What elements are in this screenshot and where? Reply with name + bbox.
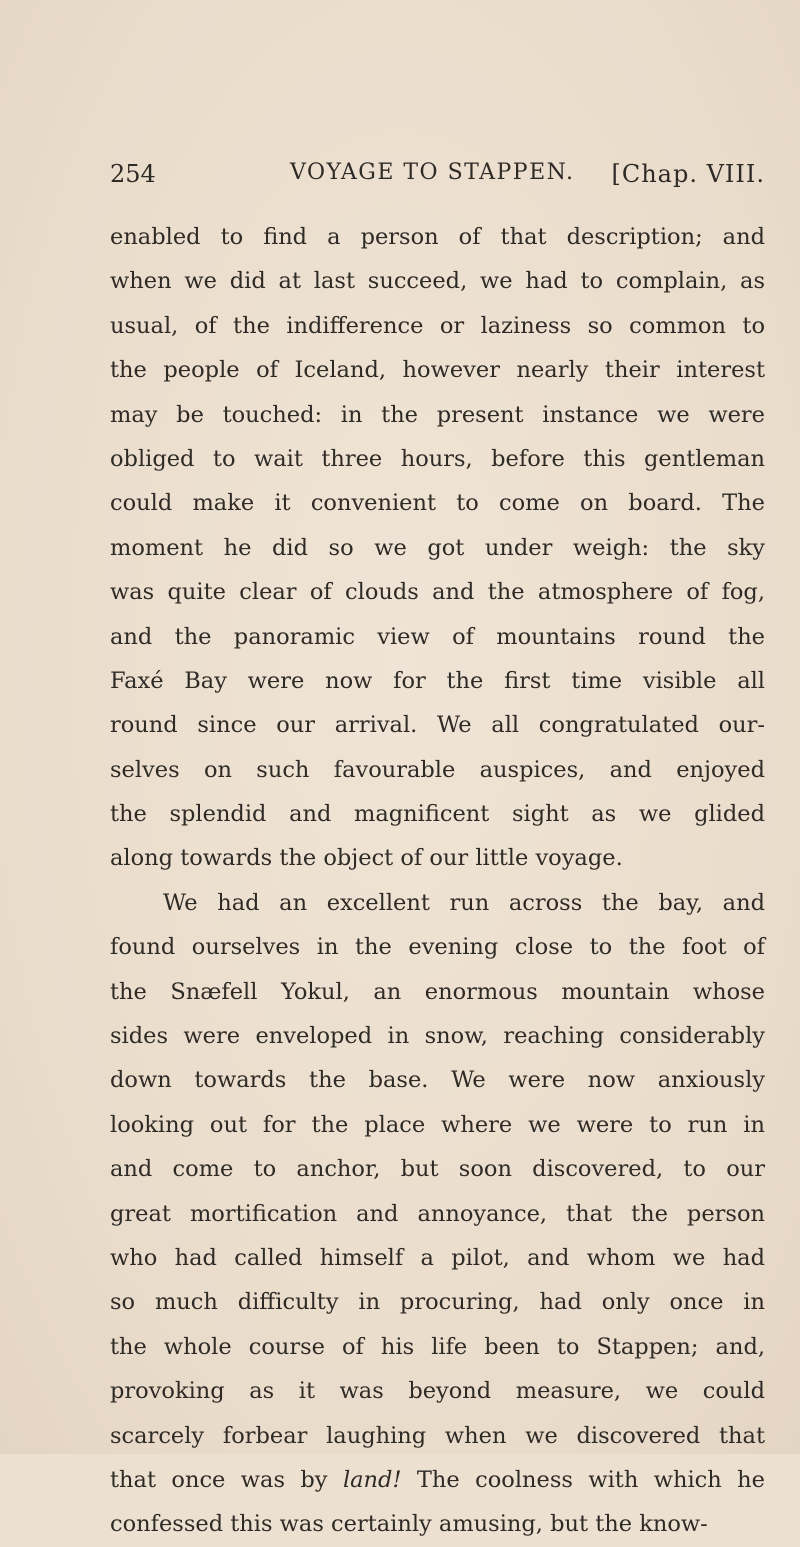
text-line: the Snæfell Yokul, an enormous mountain whose (110, 978, 765, 1005)
text-line: who had called himself a pilot, and whom we had (110, 1244, 765, 1271)
text-line: scarcely forbear laughing when we discovered that (110, 1422, 765, 1449)
text-line: and come to anchor, but soon discovered, to our (110, 1156, 765, 1183)
text-line: Faxé Bay were now for the first time visible all (110, 667, 765, 694)
text-line: could make it convenient to come on board. The (110, 490, 765, 517)
text-line: when we did at last succeed, we had to complain, as (110, 268, 765, 295)
paragraph-first-line: We had an excellent run across the bay, and (163, 889, 765, 916)
running-head (110, 160, 765, 200)
text-line: sides were enveloped in snow, reaching considerably (110, 1023, 765, 1050)
text-line: great mortification and annoyance, that the person (110, 1200, 765, 1227)
text-line: the splendid and magnificent sight as we glided (110, 801, 765, 828)
page-number: 254 (110, 160, 156, 188)
text-line: so much difficulty in procuring, had only once in (110, 1289, 765, 1316)
text-line: round since our arrival. We all congratulated our- (110, 712, 765, 739)
text-line: found ourselves in the evening close to the foot of (110, 934, 765, 961)
text-line: the people of Iceland, however nearly their interest (110, 357, 765, 384)
text-line: may be touched: in the present instance we were (110, 401, 765, 428)
text-line: and the panoramic view of mountains round the (110, 623, 765, 650)
text-line: provoking as it was beyond measure, we could (110, 1378, 765, 1405)
emphasis-land: land! (342, 1466, 402, 1493)
running-title: VOYAGE TO STAPPEN. (290, 160, 575, 185)
text-line: down towards the base. We were now anxiously (110, 1067, 765, 1094)
text-line: was quite clear of clouds and the atmosphere of fog, (110, 579, 765, 606)
text-line: looking out for the place where we were to run in (110, 1111, 765, 1138)
text-line: enabled to find a person of that description; and (110, 224, 765, 250)
text-fragment: that once was by (110, 1466, 343, 1493)
text-line: along towards the object of our little voyage. (110, 845, 623, 872)
text-line: the whole course of his life been to Stappen; and, (110, 1333, 765, 1360)
text-line: usual, of the indifference or laziness so common to (110, 312, 765, 339)
body-text (110, 215, 765, 1547)
text-line-with-emphasis (110, 1458, 765, 1502)
chapter-label: [Chap. VIII. (611, 160, 765, 188)
text-line: selves on such favourable auspices, and enjoyed (110, 756, 765, 783)
text-line: confessed this was certainly amusing, but the know- (110, 1511, 708, 1538)
text-line: obliged to wait three hours, before this gentleman (110, 445, 765, 472)
text-fragment: The coolness with which he (401, 1466, 765, 1493)
text-line: moment he did so we got under weigh: the sky (110, 534, 765, 561)
